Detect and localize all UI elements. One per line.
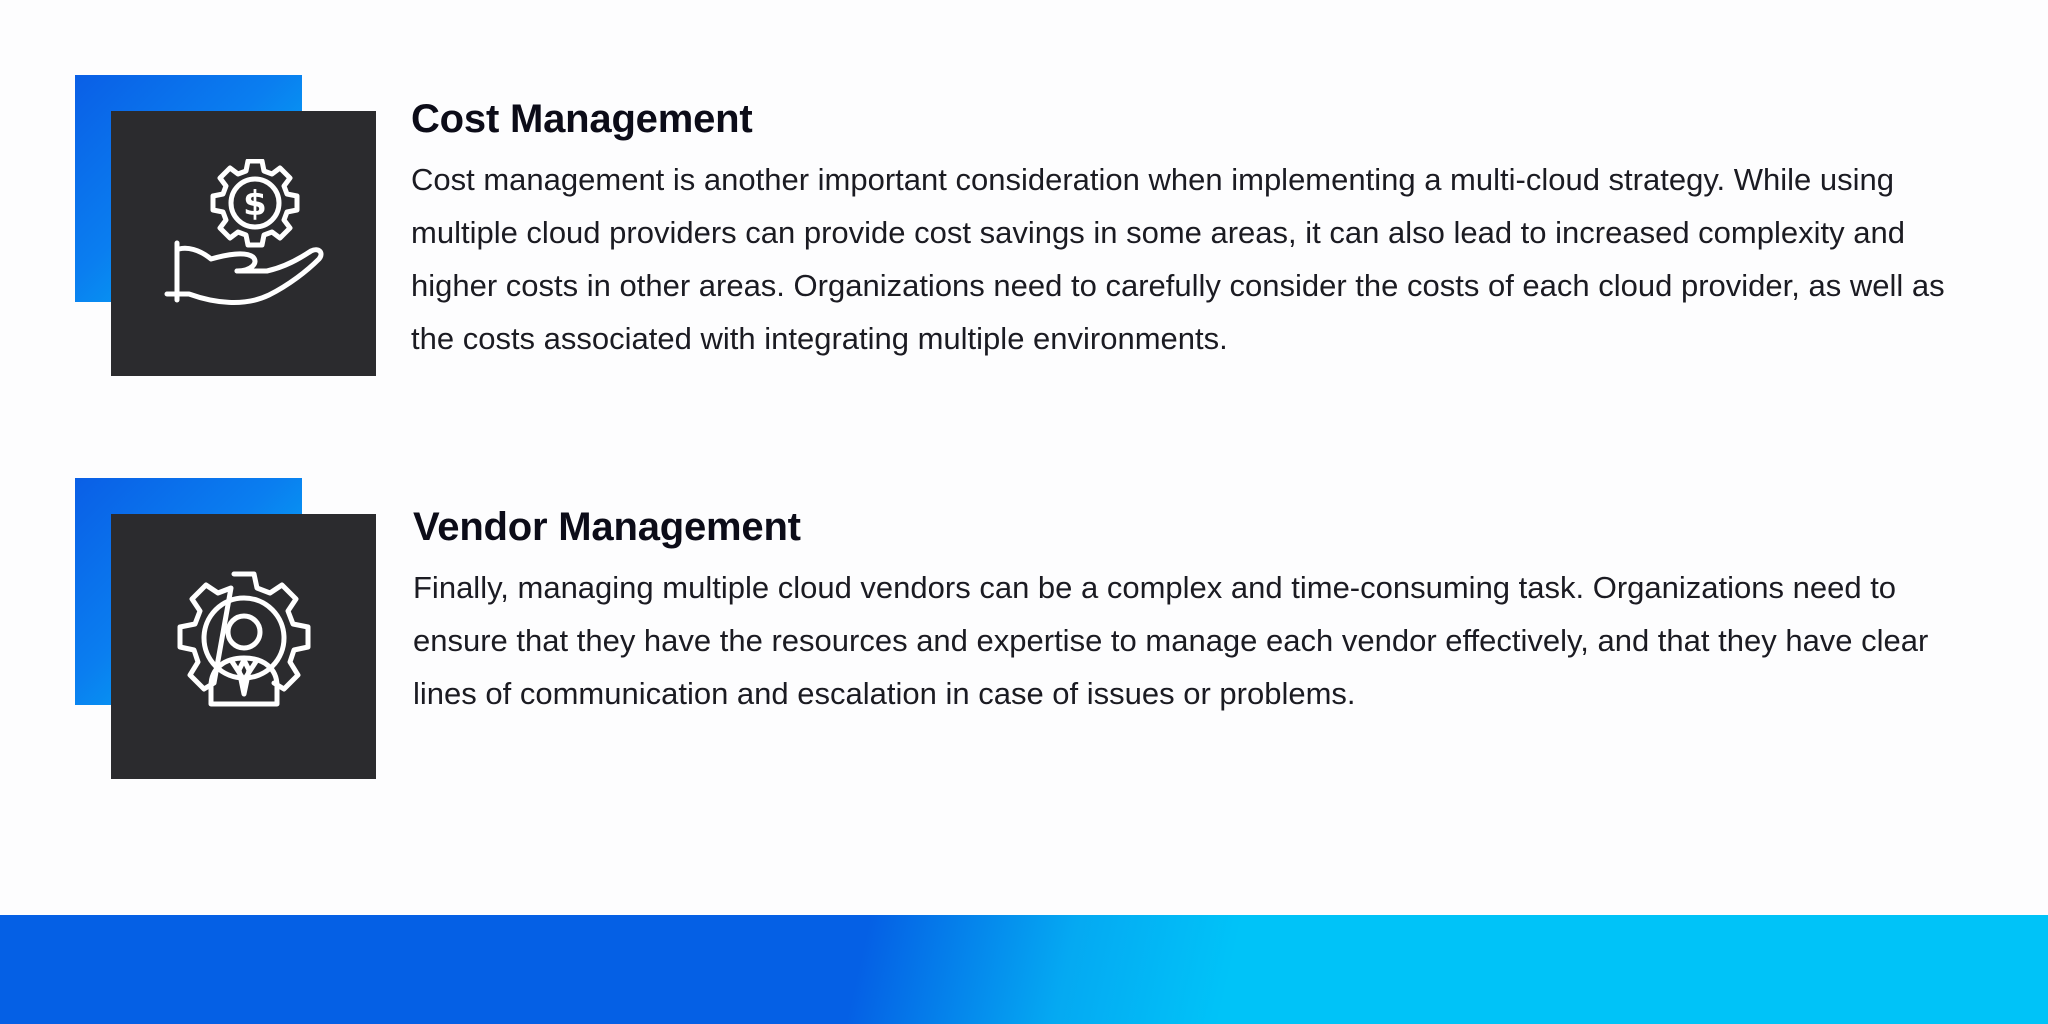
section-title: Cost Management [411, 97, 753, 141]
section-body: Finally, managing multiple cloud vendors can be a complex and time-consuming task. Organizations need to ensure that they have the resources and expertise to manage each vendor effectively, and that they have clear lines of communication and escalation in case of issues or problems. [413, 570, 1929, 711]
cost-management-text [411, 97, 1971, 365]
person-gear-icon [159, 562, 329, 732]
icon-tile [111, 514, 376, 779]
footer-gradient-band [0, 915, 2048, 1024]
vendor-management-text [413, 505, 1973, 720]
icon-tile [111, 111, 376, 376]
section-body: Cost management is another important consideration when implementing a multi-cloud strategy. While using multiple cloud providers can provide cost savings in some areas, it can also lead to increased complexity and higher costs in other areas. Organizations need to carefully consider the costs of each cloud provider, as well as the costs associated with integrating multiple environments. [411, 162, 1945, 356]
section-title: Vendor Management [413, 505, 801, 549]
svg-text:$: $ [242, 183, 267, 224]
hand-dollar-gear-icon [159, 159, 329, 329]
